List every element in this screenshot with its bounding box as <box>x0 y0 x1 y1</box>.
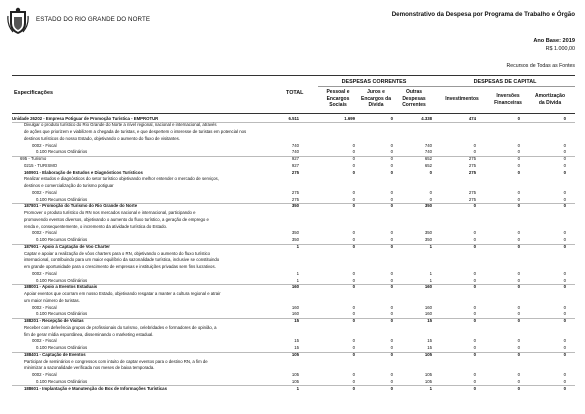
row-value-col-7: 0 <box>563 142 566 148</box>
row-value-col-6: 0 <box>517 311 520 317</box>
row-value-col-4: 4.338 <box>421 115 432 121</box>
table-row <box>0 143 585 150</box>
row-value-col-3: 0 <box>390 378 393 384</box>
row-description: em grande oportunidade para o crescimento de empresas e instituições privadas sem fins lucrativos. <box>24 264 216 269</box>
row-value-col-6: 0 <box>517 142 520 148</box>
table-description-line <box>0 176 585 183</box>
row-value-col-7: 0 <box>563 115 566 121</box>
table-description-line <box>0 332 585 339</box>
row-description: 188001 - Apoio a Eventos Estaduais <box>24 284 98 290</box>
table-description-line <box>0 136 585 143</box>
table-row <box>0 190 585 197</box>
table-row <box>0 163 585 170</box>
row-value-col-6: 0 <box>517 372 520 377</box>
row-value-col-7: 0 <box>563 345 566 350</box>
table-row <box>0 170 585 177</box>
row-value-col-5: 0 <box>473 318 476 323</box>
base-year: Ano Base: 2019 <box>533 38 575 44</box>
row-value-col-6: 0 <box>517 243 520 249</box>
row-value-col-6: 0 <box>517 345 520 350</box>
row-value-col-7: 0 <box>563 237 566 242</box>
row-value-col-1: 105 <box>291 372 299 377</box>
row-value-col-2: 0 <box>352 284 355 290</box>
row-value-col-5: 0 <box>473 203 476 209</box>
row-description: minimizar a sazonalidade verificada nos meses de baixa temporada. <box>24 365 155 371</box>
table-row <box>0 386 585 393</box>
row-value-col-5: 0 <box>473 277 476 283</box>
row-value-col-1: 927 <box>291 162 299 168</box>
row-value-col-4: 105 <box>424 372 432 377</box>
row-value-col-7: 0 <box>563 311 566 317</box>
row-value-col-1: 275 <box>291 196 299 202</box>
row-value-col-7: 0 <box>563 385 566 391</box>
row-value-col-7: 0 <box>563 372 566 377</box>
row-value-col-3: 0 <box>390 237 393 242</box>
row-value-col-2: 0 <box>352 277 355 283</box>
row-value-col-2: 0 <box>352 304 355 310</box>
row-value-col-4: 350 <box>424 203 432 209</box>
col-header-spec: Especificações <box>14 90 53 96</box>
row-value-col-4: 0 <box>429 189 432 195</box>
row-value-col-2: 0 <box>352 385 355 391</box>
row-value-col-2: 0 <box>352 378 355 384</box>
row-value-col-2: 0 <box>352 345 355 350</box>
row-value-col-2: 0 <box>352 318 355 323</box>
row-value-col-3: 0 <box>390 372 393 377</box>
row-value-col-1: 15 <box>294 338 299 344</box>
row-value-col-1: 160 <box>291 311 299 317</box>
row-value-col-2: 0 <box>352 237 355 242</box>
row-value-col-2: 0 <box>352 243 355 249</box>
col-header-inversoes: Inversões Financeiras <box>494 93 522 106</box>
row-value-col-6: 0 <box>517 169 520 175</box>
row-value-col-3: 0 <box>390 345 393 350</box>
row-value-col-6: 0 <box>517 338 520 344</box>
row-value-col-3: 0 <box>390 115 393 121</box>
row-description: destinos e comercialização do turismo potiguar <box>24 183 114 188</box>
row-value-col-2: 0 <box>352 230 355 236</box>
row-value-col-7: 0 <box>563 189 566 195</box>
row-description: Participar de seminários e congressos com intuito de captar eventos para o destino RN, a fim de <box>24 358 208 364</box>
row-value-col-4: 1 <box>429 270 432 276</box>
row-value-col-3: 0 <box>390 149 393 155</box>
group-current-expenses: DESPESAS CORRENTES <box>341 79 407 85</box>
row-description: renda e, consequentemente, o incremento da atividade turística do Estado. <box>24 223 168 229</box>
row-value-col-5: 275 <box>468 156 476 161</box>
col-header-amortizacao: Amortização da Dívida <box>534 93 565 106</box>
row-value-col-2: 0 <box>352 162 355 168</box>
row-value-col-5: 0 <box>473 338 476 344</box>
col-header-investimentos: Investimentos <box>445 96 479 102</box>
row-value-col-3: 0 <box>390 230 393 236</box>
row-value-col-4: 350 <box>424 230 432 236</box>
row-value-col-4: 15 <box>427 338 432 344</box>
row-value-col-5: 474 <box>468 115 476 121</box>
row-description: Realizar estudos e diagnósticos do setor turístico objetivando melhor entender o mercado de serviços, <box>24 176 219 182</box>
row-value-col-4: 1 <box>429 243 432 249</box>
row-value-col-3: 0 <box>390 385 393 391</box>
row-description: Captar e apoiar a realização de vôos charters para o RN, objetivando o aumento do fluxo turístico <box>24 250 211 256</box>
row-description: Receber com deferência grupos de profissionais do turismo, celebridades e formadores de opinião, a <box>24 324 217 330</box>
row-value-col-1: 740 <box>291 149 299 155</box>
row-value-col-1: 1 <box>296 243 299 249</box>
row-description: 0.100 Recursos Ordinários <box>36 345 88 350</box>
table-description-line <box>0 251 585 258</box>
row-value-col-5: 0 <box>473 270 476 276</box>
row-value-col-1: 1 <box>296 385 299 391</box>
table-description-line <box>0 183 585 190</box>
row-value-col-7: 0 <box>563 318 566 323</box>
row-value-col-6: 0 <box>517 149 520 155</box>
row-value-col-6: 0 <box>517 277 520 283</box>
row-value-col-3: 0 <box>390 311 393 317</box>
row-description: 0215 - TURISMO <box>24 162 58 168</box>
row-value-col-5: 0 <box>473 378 476 384</box>
row-description: Promover o produto turístico do RN nos mercados nacional e internacional, participando e <box>24 210 196 215</box>
row-value-col-6: 0 <box>517 115 520 121</box>
row-value-col-5: 275 <box>468 189 476 195</box>
row-description: 0.100 Recursos Ordinários <box>36 311 88 317</box>
row-value-col-5: 0 <box>473 311 476 317</box>
row-value-col-7: 0 <box>563 156 566 161</box>
row-value-col-5: 0 <box>473 385 476 391</box>
row-description: 0002 - Fiscal <box>32 270 57 276</box>
row-value-col-2: 0 <box>352 311 355 317</box>
row-value-col-3: 0 <box>390 270 393 276</box>
row-value-col-7: 0 <box>563 304 566 310</box>
row-value-col-5: 0 <box>473 304 476 310</box>
row-value-col-1: 350 <box>291 230 299 236</box>
row-value-col-5: 0 <box>473 243 476 249</box>
row-value-col-3: 0 <box>390 142 393 148</box>
row-value-col-1: 275 <box>291 169 299 175</box>
table-row <box>0 284 585 291</box>
table-row <box>0 338 585 345</box>
row-value-col-5: 0 <box>473 351 476 357</box>
table-description-line <box>0 129 585 136</box>
state-name: ESTADO DO RIO GRANDE DO NORTE <box>36 16 151 23</box>
row-value-col-5: 275 <box>468 162 476 168</box>
row-description: fim de gerar mídia espontânea, disseminando o marketing estadual. <box>24 331 154 337</box>
row-value-col-1: 160 <box>291 284 299 290</box>
table-row <box>0 203 585 210</box>
row-value-col-7: 0 <box>563 196 566 202</box>
currency-unit: R$ 1.000,00 <box>545 46 575 52</box>
row-value-col-7: 0 <box>563 169 566 175</box>
row-description: Apoiar eventos que ocorram em nosso Estado, objetivando resgatar a manter a cultura regional e atrair <box>24 291 221 296</box>
row-value-col-6: 0 <box>517 156 520 161</box>
row-value-col-2: 0 <box>352 142 355 148</box>
row-value-col-6: 0 <box>517 304 520 310</box>
row-value-col-3: 0 <box>390 338 393 344</box>
table-description-line <box>0 217 585 224</box>
row-description: 0.100 Recursos Ordinários <box>36 196 88 202</box>
row-value-col-6: 0 <box>517 385 520 391</box>
row-value-col-5: 0 <box>473 230 476 236</box>
row-value-col-4: 160 <box>424 284 432 290</box>
row-value-col-4: 160 <box>424 304 432 310</box>
table-top-rule <box>12 75 575 76</box>
row-value-col-7: 0 <box>563 284 566 290</box>
row-value-col-1: 740 <box>291 142 299 148</box>
row-value-col-2: 0 <box>352 338 355 344</box>
row-value-col-1: 15 <box>294 345 299 350</box>
row-value-col-3: 0 <box>390 162 393 168</box>
row-description: 0002 - Fiscal <box>32 372 57 377</box>
row-value-col-7: 0 <box>563 203 566 209</box>
row-description: 187801 - Promoção do Turismo do Rio Grande do Norte <box>24 203 138 209</box>
row-value-col-2: 0 <box>352 351 355 357</box>
row-value-col-3: 0 <box>390 203 393 209</box>
table-header-rule <box>12 113 575 114</box>
row-value-col-1: 15 <box>294 318 299 323</box>
row-value-col-4: 15 <box>427 345 432 350</box>
row-description: 695 - Turismo <box>20 156 47 161</box>
row-value-col-1: 927 <box>291 156 299 161</box>
row-value-col-6: 0 <box>517 189 520 195</box>
row-value-col-1: 350 <box>291 203 299 209</box>
row-description: 0002 - Fiscal <box>32 230 57 236</box>
row-value-col-3: 0 <box>390 277 393 283</box>
row-description: destinos turísticos do nosso Estado, objetivando o aumento do fluxo de visitantes. <box>24 135 180 141</box>
row-description: internacional, contribuindo para um maior equilíbrio da sazonalidade turística, inclusive se constituindo <box>24 257 220 263</box>
table-description-line <box>0 224 585 231</box>
table-row <box>0 156 585 163</box>
row-description: 188601 - Implantação e Manutenção do Box de Informações Turísticas <box>24 385 167 391</box>
row-value-col-3: 0 <box>390 156 393 161</box>
row-value-col-6: 0 <box>517 284 520 290</box>
row-value-col-6: 0 <box>517 270 520 276</box>
row-value-col-4: 15 <box>427 318 432 323</box>
col-header-outras: Outras Despesas Correntes <box>402 89 426 108</box>
row-value-col-5: 0 <box>473 345 476 350</box>
row-value-col-4: 1 <box>429 277 432 283</box>
row-value-col-6: 0 <box>517 203 520 209</box>
row-description: 188401 - Captação de Eventos <box>24 351 86 357</box>
row-value-col-3: 0 <box>390 284 393 290</box>
row-value-col-5: 0 <box>473 142 476 148</box>
table-row <box>0 230 585 237</box>
row-description: 0002 - Fiscal <box>32 338 57 344</box>
row-value-col-2: 0 <box>352 149 355 155</box>
report-title: Demonstrativo da Despesa por Programa de Trabalho e Órgão <box>391 11 575 18</box>
row-description: 160901 - Elaboração de Estudos e Diagnósticos Turísticos <box>24 169 143 175</box>
row-value-col-7: 0 <box>563 230 566 236</box>
row-value-col-4: 652 <box>424 162 432 168</box>
row-value-col-7: 0 <box>563 378 566 384</box>
col-header-pessoal: Pessoal e Encargos Sociais <box>326 89 350 108</box>
row-value-col-3: 0 <box>390 351 393 357</box>
row-value-col-7: 0 <box>563 162 566 168</box>
row-description: 188201 - Recepção de Visitas <box>24 318 84 323</box>
row-value-col-1: 1 <box>296 277 299 283</box>
group-capital-expenses: DESPESAS DE CAPITAL <box>473 79 537 85</box>
row-value-col-2: 1.699 <box>344 115 355 121</box>
table-description-line <box>0 257 585 264</box>
row-description: 0.100 Recursos Ordinários <box>36 378 88 384</box>
row-value-col-2: 0 <box>352 169 355 175</box>
row-value-col-2: 0 <box>352 203 355 209</box>
row-value-col-7: 0 <box>563 270 566 276</box>
row-value-col-1: 105 <box>291 351 299 357</box>
row-value-col-2: 0 <box>352 372 355 377</box>
row-value-col-1: 105 <box>291 378 299 384</box>
row-description: 0.100 Recursos Ordinários <box>36 237 88 242</box>
row-description: de ações que priorizem e viabilizem a chegada de turistas, e que despertem o interesse de turistas em potencial nos <box>24 129 247 134</box>
row-value-col-7: 0 <box>563 351 566 357</box>
row-value-col-2: 0 <box>352 270 355 276</box>
row-value-col-1: 6.511 <box>288 115 299 121</box>
table-row <box>0 244 585 251</box>
table-description-line <box>0 325 585 332</box>
row-value-col-3: 0 <box>390 243 393 249</box>
row-description: 187901 - Apoio à Captação de Voo Charter <box>24 243 110 249</box>
row-value-col-7: 0 <box>563 243 566 249</box>
row-description: 0.100 Recursos Ordinários <box>36 149 88 155</box>
row-description: Unidade 26202 - Empresa Potiguar de Promoção Turística - EMPROTUR <box>12 115 159 121</box>
row-value-col-1: 1 <box>296 270 299 276</box>
row-value-col-4: 0 <box>429 196 432 202</box>
row-value-col-4: 105 <box>424 351 432 357</box>
row-description: 0002 - Fiscal <box>32 189 57 195</box>
row-value-col-6: 0 <box>517 196 520 202</box>
table-description-line <box>0 122 585 129</box>
row-value-col-4: 105 <box>424 378 432 384</box>
table-description-line <box>0 210 585 217</box>
table-row <box>0 305 585 312</box>
row-description: 0.100 Recursos Ordinários <box>36 277 88 283</box>
row-value-col-6: 0 <box>517 318 520 323</box>
row-value-col-5: 0 <box>473 284 476 290</box>
row-value-col-5: 0 <box>473 372 476 377</box>
row-description: 0002 - Fiscal <box>32 304 57 310</box>
row-value-col-1: 350 <box>291 237 299 242</box>
row-value-col-4: 160 <box>424 311 432 317</box>
row-value-col-5: 275 <box>468 169 476 175</box>
table-row <box>0 271 585 278</box>
table-row <box>0 352 585 359</box>
row-description: Divulgar o produto turístico do Rio Grande do Norte a nível regional, nacional e internacional, através <box>24 122 217 128</box>
row-value-col-4: 652 <box>424 156 432 161</box>
row-value-col-6: 0 <box>517 378 520 384</box>
row-value-col-3: 0 <box>390 318 393 323</box>
row-value-col-6: 0 <box>517 162 520 168</box>
row-value-col-7: 0 <box>563 277 566 283</box>
table-description-line <box>0 359 585 366</box>
row-value-col-3: 0 <box>390 304 393 310</box>
row-value-col-4: 1 <box>429 385 432 391</box>
state-coat-of-arms-icon <box>7 7 29 36</box>
row-value-col-7: 0 <box>563 149 566 155</box>
row-value-col-4: 740 <box>424 149 432 155</box>
row-value-col-2: 0 <box>352 156 355 161</box>
row-value-col-4: 0 <box>429 169 432 175</box>
table-row <box>0 372 585 379</box>
row-value-col-1: 275 <box>291 189 299 195</box>
row-value-col-6: 0 <box>517 351 520 357</box>
table-description-line <box>0 298 585 305</box>
row-value-col-6: 0 <box>517 237 520 242</box>
row-value-col-2: 0 <box>352 189 355 195</box>
row-value-col-4: 350 <box>424 237 432 242</box>
row-description: 0002 - Fiscal <box>32 142 57 148</box>
row-description: um maior número de turistas. <box>24 297 80 303</box>
row-value-col-5: 0 <box>473 149 476 155</box>
row-value-col-5: 275 <box>468 196 476 202</box>
table-row <box>0 318 585 325</box>
table-description-line <box>0 365 585 372</box>
resource-scope: Recursos de Todas as Fontes <box>506 63 575 69</box>
row-value-col-7: 0 <box>563 338 566 344</box>
row-value-col-3: 0 <box>390 196 393 202</box>
col-header-total: TOTAL <box>286 90 304 96</box>
group-rule <box>318 86 575 87</box>
row-description: promovendo eventos diversos, objetivando o aumento do fluxo turístico, a geração de emprego e <box>24 216 209 222</box>
col-header-juros: Juros e Encargos da Dívida <box>360 89 391 108</box>
row-value-col-6: 0 <box>517 230 520 236</box>
row-value-col-5: 0 <box>473 237 476 242</box>
row-value-col-4: 740 <box>424 142 432 148</box>
table-description-line <box>0 291 585 298</box>
row-value-col-3: 0 <box>390 169 393 175</box>
table-description-line <box>0 264 585 271</box>
row-value-col-2: 0 <box>352 196 355 202</box>
row-value-col-3: 0 <box>390 189 393 195</box>
row-value-col-1: 160 <box>291 304 299 310</box>
